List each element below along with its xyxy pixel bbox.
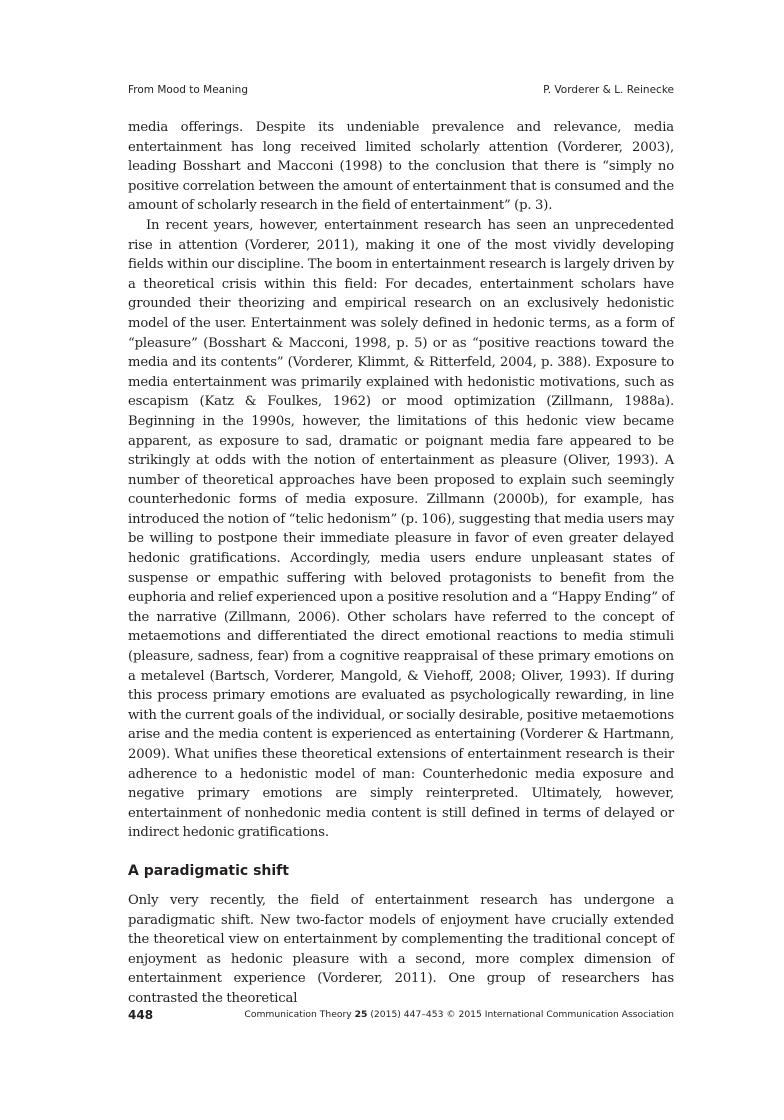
running-head-authors: P. Vorderer & L. Reinecke [543,84,674,96]
body-paragraph-2: In recent years, however, entertainment research has seen an unprecedented rise in attention (Vorderer, 2011), making it one of the most vividly developing fields within our discipline. The boom in entertainment research is largely driven by a theoretical crisis within this field: For decades, entertainment scholars have grounded their theorizing and empirical research on an exclusively hedonistic model of the user. Entertainment was solely defined in hedonic terms, as a form of “pleasure” (Bosshart & Macconi, 1998, p. 5) or as “positive reactions toward the media and its contents” (Vorderer, Klimmt, & Ritterfeld, 2004, p. 388). Exposure to media entertainment was primarily explained with hedonistic motivations, such as escapism (Katz & Foulkes, 1962) or mood optimization (Zillmann, 1988a). Beginning in the 1990s, however, the limitations of this hedonic view became apparent, as exposure to sad, dramatic or poignant media fare appeared to be strikingly at odds with the notion of entertainment as pleasure (Oliver, 1993). A number of theoretical approaches have been proposed to explain such seemingly counterhedonic forms of media exposure. Zillmann (2000b), for example, has introduced the notion of “telic hedonism” (p. 106), suggesting that media users may be willing to postpone their immediate pleasure in favor of even greater delayed hedonic gratifications. Accordingly, media users endure unpleasant states of suspense or empathic suffering with beloved protagonists to benefit from the euphoria and relief experienced upon a positive resolution and a “Happy Ending” of the narrative (Zillmann, 2006). Other scholars have referred to the concept of metaemotions and differentiated the direct emotional reactions to media stimuli (pleasure, sadness, fear) from a cognitive reappraisal of these primary emotions on a metalevel (Bartsch, Vorderer, Mangold, & Viehoff, 2008; Oliver, 1993). If during this process primary emotions are evaluated as psychologically rewarding, in line with the current goals of the individual, or socially desirable, positive metaemotions arise and the media content is experienced as entertaining (Vorderer & Hartmann, 2009). What unifies these theoretical extensions of entertainment research is their adherence to a hedonistic model of man: Counterhedonic media exposure and negative primary emotions are simply reinterpreted. Ultimately, however, entertainment of nonhedonic media content is still defined in terms of delayed or indirect hedonic gratifications. [128,217,674,841]
page-number: 448 [128,1008,154,1022]
journal-citation [244,1009,674,1020]
journal-name: Communication Theory [244,1009,352,1020]
running-head [128,84,674,100]
article-body [128,118,674,1009]
running-head-title: From Mood to Meaning [128,84,248,96]
journal-volume: 25 [354,1009,368,1020]
journal-issue-info: (2015) 447–453 © 2015 International Communication Association [370,1009,674,1020]
page-footer [128,1008,674,1024]
body-paragraph-3: Only very recently, the field of entertainment research has undergone a paradigmatic shift. New two-factor models of enjoyment have crucially extended the theoretical view on entertainment by complementing the traditional concept of enjoyment as hedonic pleasure with a second, more complex dimension of entertainment experience (Vorderer, 2011). One group of researchers has contrasted the theoretical [128,892,674,1006]
section-heading: A paradigmatic shift [128,862,289,879]
body-paragraph-1: media offerings. Despite its undeniable prevalence and relevance, media entertainment has long received limited scholarly attention (Vorderer, 2003), leading Bosshart and Macconi (1998) to the conclusion that there is “simply no positive correlation between the amount of entertainment that is consumed and the amount of scholarly research in the field of entertainment” (p. 3). [128,120,674,214]
